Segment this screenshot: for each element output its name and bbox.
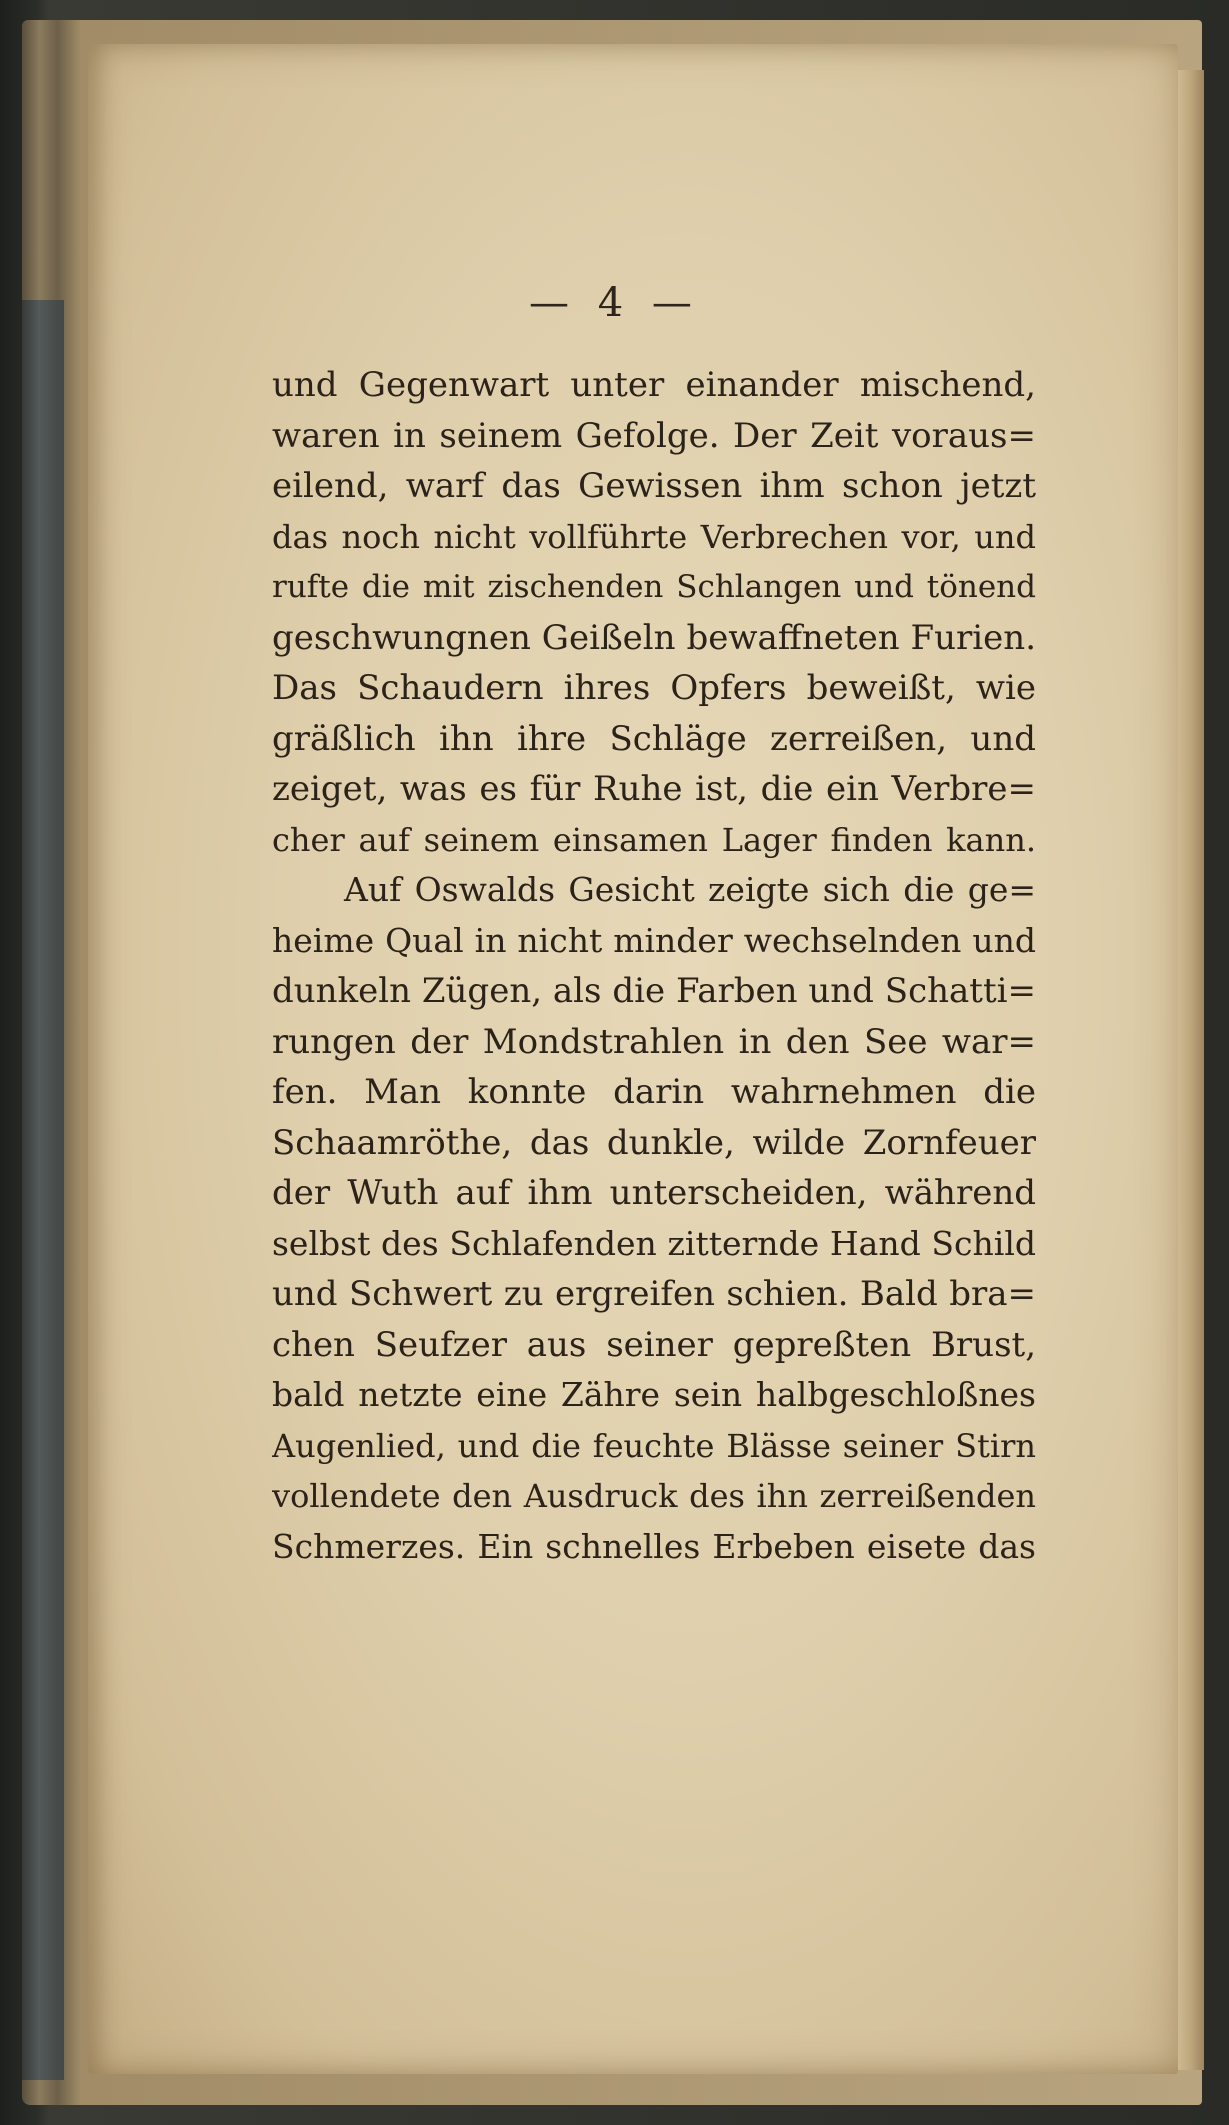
text-line: fen. Man konnte darin wahrnehmen die bbox=[272, 1072, 1036, 1112]
text-line: cher auf seinem einsamen Lager finden kann. bbox=[272, 820, 1036, 859]
text-line: eilend, warf das Gewissen ihm schon jetzt bbox=[272, 466, 1036, 506]
text-line: bald netzte eine Zähre sein halbgeschloßnes bbox=[272, 1375, 1036, 1414]
text-line: waren in seinem Gefolge. Der Zeit voraus= bbox=[272, 415, 1036, 456]
page-number: — 4 — bbox=[529, 280, 700, 326]
text-line: vollendete den Ausdruck des ihn zerreißenden bbox=[272, 1477, 1036, 1515]
text-line: chen Seufzer aus seiner gepreßten Brust, bbox=[272, 1324, 1036, 1365]
text-line: Augenlied, und die feuchte Blässe seiner Stirn bbox=[272, 1426, 1036, 1465]
text-line: Schaamröthe, das dunkle, wilde Zornfeuer bbox=[272, 1122, 1036, 1163]
text-line: heime Qual in nicht minder wechselnden und bbox=[272, 920, 1036, 960]
text-line-paragraph-start: Auf Oswalds Gesicht zeigte sich die ge= bbox=[344, 870, 1036, 909]
text-line: der Wuth auf ihm unterscheiden, während bbox=[272, 1173, 1036, 1213]
body-text bbox=[272, 360, 1036, 1572]
text-line: rungen der Mondstrahlen in den See war= bbox=[272, 1021, 1036, 1062]
text-line: und Schwert zu ergreifen schien. Bald bra= bbox=[272, 1274, 1036, 1314]
text-line: und Gegenwart unter einander mischend, bbox=[272, 365, 1036, 405]
text-line: gräßlich ihn ihre Schläge zerreißen, und bbox=[272, 718, 1036, 759]
text-line: rufte die mit zischenden Schlangen und tönend bbox=[272, 569, 1036, 605]
text-line: geschwungnen Geißeln bewaffneten Furien. bbox=[272, 617, 1036, 658]
text-line: Schmerzes. Ein schnelles Erbeben eisete das bbox=[272, 1526, 1036, 1566]
text-line: Das Schaudern ihres Opfers beweißt, wie bbox=[272, 668, 1036, 708]
page-stack-edge bbox=[1178, 70, 1204, 2070]
text-line: zeiget, was es für Ruhe ist, die ein Verbre= bbox=[272, 769, 1036, 809]
text-line: das noch nicht vollführte Verbrechen vor, und bbox=[272, 517, 1036, 556]
text-line: dunkeln Zügen, als die Farben und Schatti= bbox=[272, 971, 1036, 1011]
text-line: selbst des Schlafenden zitternde Hand Schild bbox=[272, 1223, 1036, 1263]
book-spine bbox=[22, 300, 64, 2080]
